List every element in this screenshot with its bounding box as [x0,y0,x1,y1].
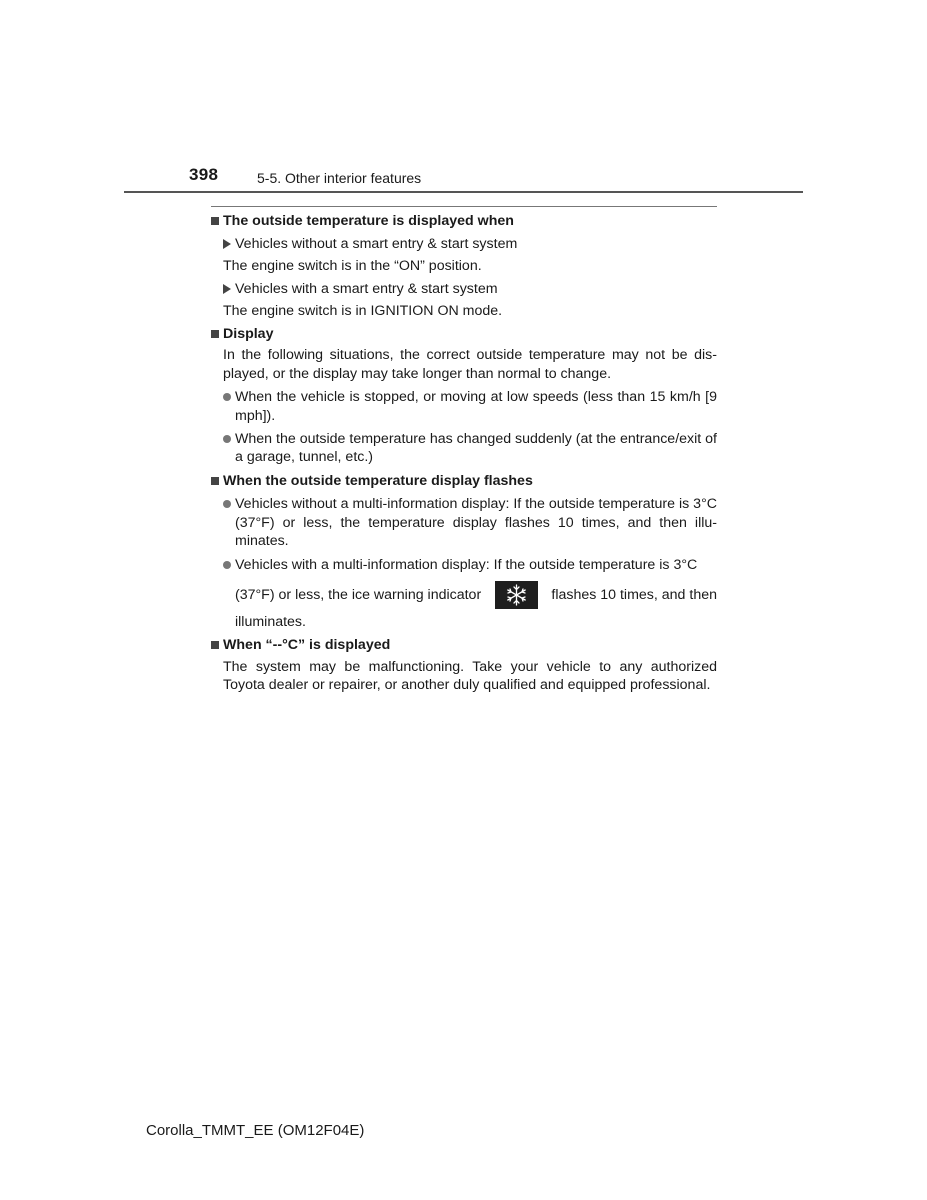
icon-line [235,581,717,609]
list-item-text: (37°F) or less, the ice warning indicator [235,586,482,603]
circle-bullet-icon [223,500,231,508]
list-item-text: When the vehicle is stopped, or moving at low speeds (less than 15 km/h [9 mph]). [235,389,717,424]
list-item [223,430,717,467]
circle-bullet-icon [223,393,231,401]
condition-label: Vehicles without a smart entry & start system [235,236,518,253]
condition-row [223,280,717,298]
triangle-right-icon [223,284,231,294]
header-rule [124,191,803,193]
square-bullet-icon [211,217,219,225]
footer-doc-id: Corolla_TMMT_EE (OM12F04E) [146,1122,365,1139]
manual-content [211,212,717,695]
heading-display [211,325,717,343]
list-item [223,556,717,632]
heading-text: When “--°C” is displayed [223,637,391,654]
circle-bullet-icon [223,435,231,443]
condition-row [223,235,717,253]
list-item-text: Vehicles without a multi-information display: If the outside temperature is 3°C (37°F) or less, the temperature display flashes 10 times, and then illu-minates. [235,496,717,550]
condition-label: Vehicles with a smart entry & start system [235,281,498,298]
square-bullet-icon [211,330,219,338]
heading-text: When the outside temperature display flashes [223,472,533,489]
heading-text: The outside temperature is displayed when [223,213,514,229]
heading-flashes [211,472,717,490]
section-title: 5-5. Other interior features [257,170,422,186]
list-item [223,388,717,425]
list-item [223,495,717,550]
snowflake-icon [495,581,538,609]
page-number: 398 [189,165,219,184]
circle-bullet-icon [223,561,231,569]
heading-text: Display [223,326,274,343]
dashes-text: The system may be malfunctioning. Take your vehicle to any authorized Toyota dealer or repairer, or another duly qualified and equipped professional. [223,658,717,694]
heading-dashes [211,636,717,654]
content-rule [211,206,717,207]
list-item-body [235,556,717,632]
list-item-text: illuminates. [235,613,306,630]
heading-displayed-when [211,212,717,230]
condition-text: The engine switch is in IGNITION ON mode. [223,302,503,319]
list-item-text: flashes 10 times, and then [551,586,717,603]
list-item-text: Vehicles with a multi-information display: If the outside temperature is 3°C [235,556,698,573]
square-bullet-icon [211,641,219,649]
display-intro: In the following situations, the correct outside temperature may not be dis-played, or the display may take longer than normal to change. [223,347,717,382]
condition-text: The engine switch is in the “ON” position. [223,257,482,274]
triangle-right-icon [223,239,231,249]
square-bullet-icon [211,477,219,485]
list-item-text: When the outside temperature has changed suddenly (at the entrance/exit of a garage, tunnel, etc.) [235,431,717,466]
